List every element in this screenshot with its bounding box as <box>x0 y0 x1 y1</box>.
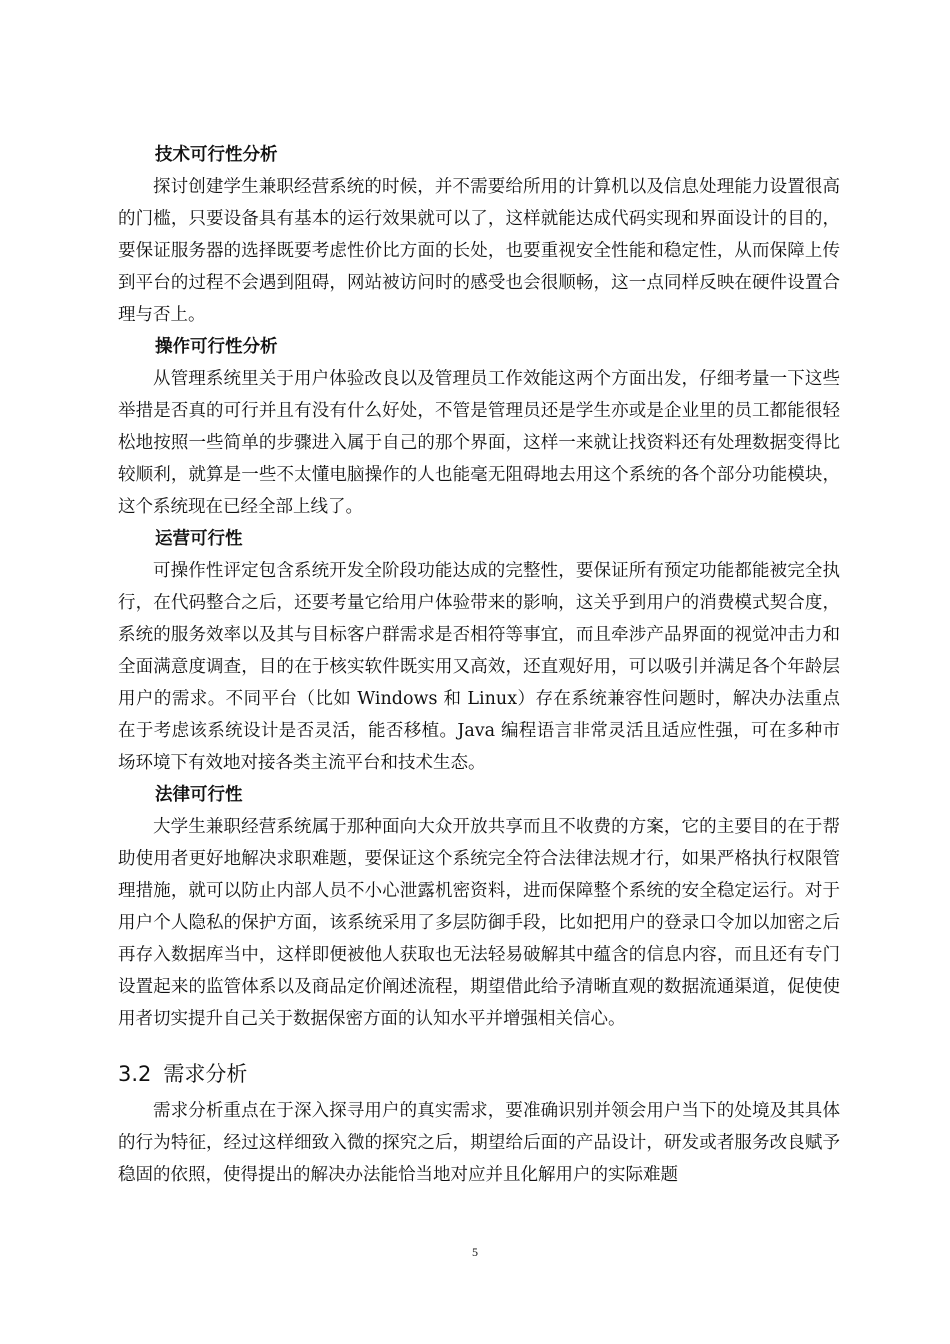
section-number: 3.2 <box>118 1062 152 1086</box>
paragraph-technical-feasibility: 探讨创建学生兼职经营系统的时候，并不需要给所用的计算机以及信息处理能力设置很高的门槛，只要设备具有基本的运行效果就可以了，这样就能达成代码实现和界面设计的目的，要保证服务器的选择既要考虑性价比方面的长处，也要重视安全性能和稳定性，从而保障上传到平台的过程不会遇到阻碍，网站被访问时的感受也会很顺畅，这一点同样反映在硬件设置合理与否上。 <box>118 177 840 325</box>
page-body <box>118 139 840 1191</box>
paragraph-operational-feasibility: 从管理系统里关于用户体验改良以及管理员工作效能这两个方面出发，仔细考量一下这些举措是否真的可行并且有没有什么好处，不管是管理员还是学生亦或是企业里的员工都能很轻松地按照一些简单的步骤进入属于自己的那个界面，这样一来就让找资料还有处理数据变得比较顺利，就算是一些不太懂电脑操作的人也能毫无阻碍地去用这个系统的各个部分功能模块，这个系统现在已经全部上线了。 <box>118 369 840 517</box>
paragraph-legal-feasibility: 大学生兼职经营系统属于那种面向大众开放共享而且不收费的方案，它的主要目的在于帮助使用者更好地解决求职难题，要保证这个系统完全符合法律法规才行，如果严格执行权限管理措施，就可以防止内部人员不小心泄露机密资料，进而保障整个系统的安全稳定运行。对于用户个人隐私的保护方面，该系统采用了多层防御手段，比如把用户的登录口令加以加密之后再存入数据库当中，这样即便被他人获取也无法轻易破解其中蕴含的信息内容，而且还有专门设置起来的监管体系以及商品定价阐述流程，期望借此给予清晰直观的数据流通渠道，促使使用者切实提升自己关于数据保密方面的认知水平并增强相关信心。 <box>118 817 840 1029</box>
subheading-technical-feasibility: 技术可行性分析 <box>155 145 278 165</box>
page-number: 5 <box>472 1245 478 1259</box>
section-title: 需求分析 <box>163 1062 248 1086</box>
subheading-legal-feasibility: 法律可行性 <box>155 785 243 805</box>
paragraph-operating-feasibility: 可操作性评定包含系统开发全阶段功能达成的完整性，要保证所有预定功能都能被完全执行，在代码整合之后，还要考量它给用户体验带来的影响，这关乎到用户的消费模式契合度，系统的服务效率以及其与目标客户群需求是否相符等事宜，而且牵涉产品界面的视觉冲击力和全面满意度调查，目的在于核实软件既实用又高效，还直观好用，可以吸引并满足各个年龄层用户的需求。不同平台（比如 Windows 和 Linux）存在系统兼容性问题时，解决办法重点在于考虑该系统设计是否灵活，能否移植。Java 编程语言非常灵活且适应性强，可在多种市场环境下有效地对接各类主流平台和技术生态。 <box>118 561 840 773</box>
subheading-operating-feasibility: 运营可行性 <box>155 529 243 549</box>
subheading-operational-feasibility: 操作可行性分析 <box>155 337 278 357</box>
section-heading-requirements <box>118 1057 840 1091</box>
paragraph-requirements-analysis: 需求分析重点在于深入探寻用户的真实需求，要准确识别并领会用户当下的处境及其具体的行为特征，经过这样细致入微的探究之后，期望给后面的产品设计，研发或者服务改良赋予稳固的依照，使得提出的解决办法能恰当地对应并且化解用户的实际难题 <box>118 1101 840 1185</box>
